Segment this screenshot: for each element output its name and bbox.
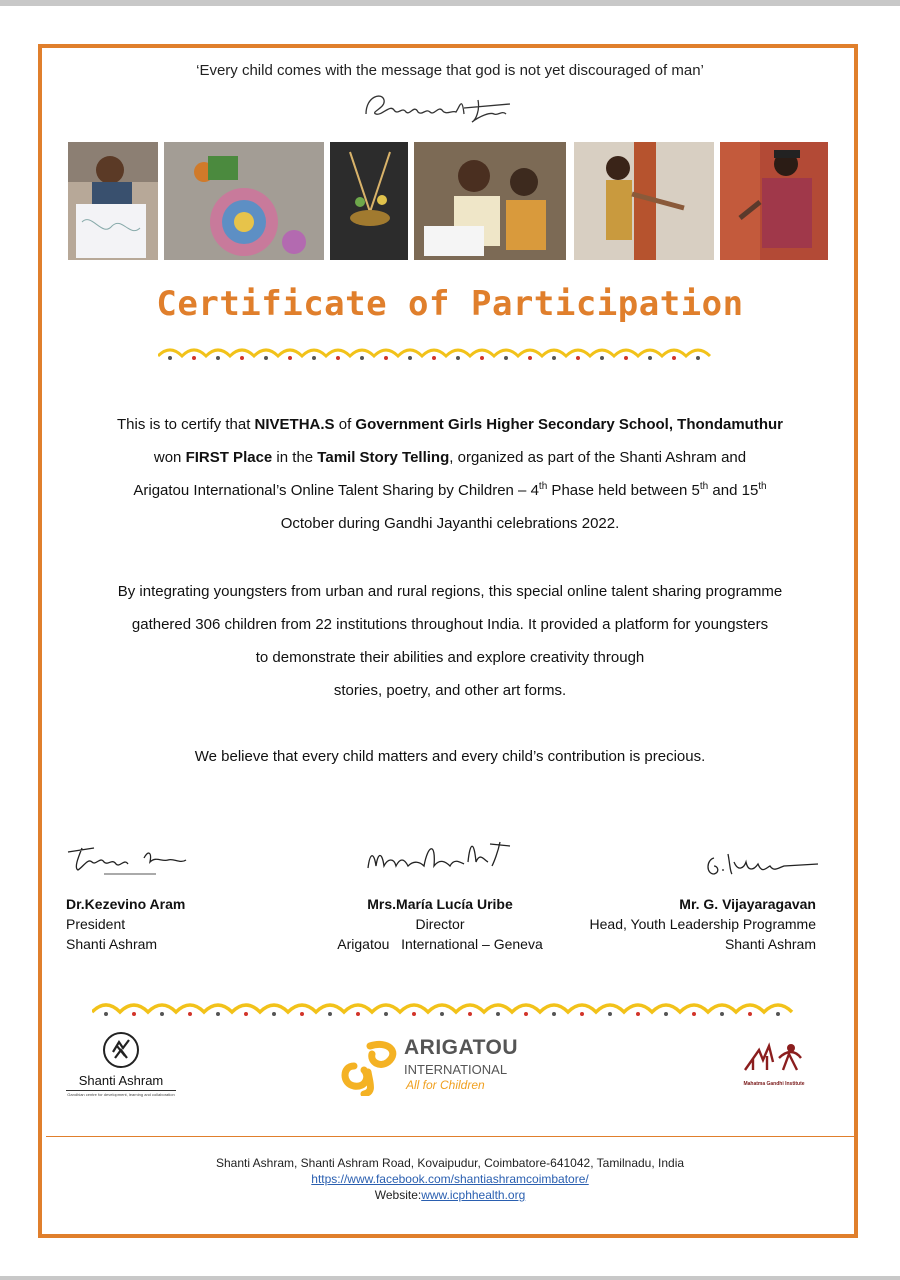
shanti-ashram-emblem-icon — [101, 1030, 141, 1070]
photo-reading — [414, 142, 566, 260]
ornament-dot — [240, 356, 244, 360]
ornament-dot — [720, 1012, 724, 1016]
ornament-dot — [408, 356, 412, 360]
ornament-dot — [288, 356, 292, 360]
ornament-dot — [528, 356, 532, 360]
ornament-dot — [264, 356, 268, 360]
ornament-dot — [496, 1012, 500, 1016]
ornament-dot — [300, 1012, 304, 1016]
ornament-dot — [356, 1012, 360, 1016]
website-link[interactable]: www.icphhealth.org — [421, 1188, 526, 1202]
ornament-dot — [524, 1012, 528, 1016]
ornament-dot — [328, 1012, 332, 1016]
ornament-dot — [664, 1012, 668, 1016]
ornament-dot — [432, 356, 436, 360]
photo-craft — [330, 142, 408, 260]
title-ornament — [158, 336, 718, 366]
photo-dancer — [574, 142, 714, 260]
ornament-dot — [160, 1012, 164, 1016]
mgi-emblem-icon — [739, 1040, 809, 1076]
ornament-dot — [636, 1012, 640, 1016]
footer-ornament — [92, 990, 822, 1024]
placement: FIRST Place — [185, 449, 273, 466]
ornament-dot — [384, 356, 388, 360]
tagore-signature — [360, 86, 520, 126]
closing-statement: We believe that every child matters and every child’s contribution is precious. — [194, 748, 706, 765]
ornament-dot — [696, 356, 700, 360]
ornament-dot — [608, 1012, 612, 1016]
ornament-dot — [132, 1012, 136, 1016]
arigatou-emblem-icon — [340, 1040, 402, 1096]
ornament-dot — [552, 1012, 556, 1016]
certificate-title: Certificate of Participation — [156, 284, 744, 324]
signature-vijayaragavan — [704, 848, 824, 880]
ornament-dot — [692, 1012, 696, 1016]
ornament-dot — [192, 356, 196, 360]
bottom-edge — [0, 1276, 900, 1280]
ornament-dot — [168, 356, 172, 360]
ornament-dot — [412, 1012, 416, 1016]
participant-name: NIVETHA.S — [254, 416, 335, 433]
ornament-dot — [648, 356, 652, 360]
ornament-dot — [580, 1012, 584, 1016]
shanti-ashram-logo: Shanti Ashram Gandhian centre for development, learning and collaboration — [66, 1030, 176, 1097]
facebook-link[interactable]: https://www.facebook.com/shantiashramcoimbatore/ — [311, 1172, 589, 1186]
ornament-dot — [600, 356, 604, 360]
signer-vijayaragavan: Mr. G. Vijayaragavan Head, Youth Leadership Programme Shanti Ashram — [589, 896, 816, 952]
ornament-dot — [504, 356, 508, 360]
school-name: Government Girls Higher Secondary School, Thondamuthur — [355, 416, 783, 433]
mahatma-gandhi-institute-logo: Mahatma Gandhi Institute — [726, 1040, 822, 1087]
signature-aram — [64, 838, 194, 878]
ornament-dot — [624, 356, 628, 360]
top-edge — [0, 0, 900, 6]
certification-paragraph: This is to certify that NIVETHA.S of Government Girls Higher Secondary School, Thondamuthur won FIRST Place in the Tamil Story Telling, organized as part of the Shanti Ashram and Arigatou International’s Online Talent Sharing by Children – 4th Phase held between 5th and 15th October during Gandhi Jayanthi celebrations 2022. — [117, 416, 783, 532]
tagore-quote: ‘Every child comes with the message that god is not yet discouraged of man’ — [196, 62, 704, 79]
ornament-dot — [360, 356, 364, 360]
footer-facebook[interactable] — [0, 1172, 900, 1186]
ornament-dot — [216, 356, 220, 360]
signature-uribe — [364, 832, 524, 876]
ornament-dot — [468, 1012, 472, 1016]
photo-boy-cap — [720, 142, 828, 260]
ornament-dot — [216, 1012, 220, 1016]
photo-rangoli — [164, 142, 324, 260]
ornament-dot — [748, 1012, 752, 1016]
ornament-dot — [336, 356, 340, 360]
event-name: Tamil Story Telling — [317, 449, 450, 466]
footer-website: Website:www.icphhealth.org — [374, 1188, 526, 1202]
signer-uribe: Mrs.María Lucía Uribe Director Arigatou International – Geneva — [337, 896, 543, 952]
ornament-dot — [312, 356, 316, 360]
ornament-dot — [672, 356, 676, 360]
photo-strip — [0, 142, 900, 262]
ornament-dot — [188, 1012, 192, 1016]
footer-address: Shanti Ashram, Shanti Ashram Road, Kovaipudur, Coimbatore-641042, Tamilnadu, India — [215, 1156, 685, 1170]
ornament-dot — [104, 1012, 108, 1016]
footer-divider — [46, 1136, 854, 1137]
ornament-dot — [244, 1012, 248, 1016]
signer-aram: Dr.Kezevino Aram President Shanti Ashram — [66, 896, 186, 952]
programme-paragraph: By integrating youngsters from urban and rural regions, this special online talent sharing programme gathered 306 children from 22 institutions throughout India. It provided a platform for youngsters to demonstrate their abilities and explore creativity through stories, poetry, and other art forms. — [117, 583, 783, 699]
ornament-dot — [552, 356, 556, 360]
ornament-dot — [456, 356, 460, 360]
photo-child-drawing — [68, 142, 158, 260]
ornament-dot — [440, 1012, 444, 1016]
ornament-dot — [776, 1012, 780, 1016]
ornament-dot — [576, 356, 580, 360]
ornament-dot — [480, 356, 484, 360]
ornament-dot — [272, 1012, 276, 1016]
ornament-dot — [384, 1012, 388, 1016]
arigatou-logo: ARIGATOU INTERNATIONAL All for Children — [340, 1036, 540, 1100]
